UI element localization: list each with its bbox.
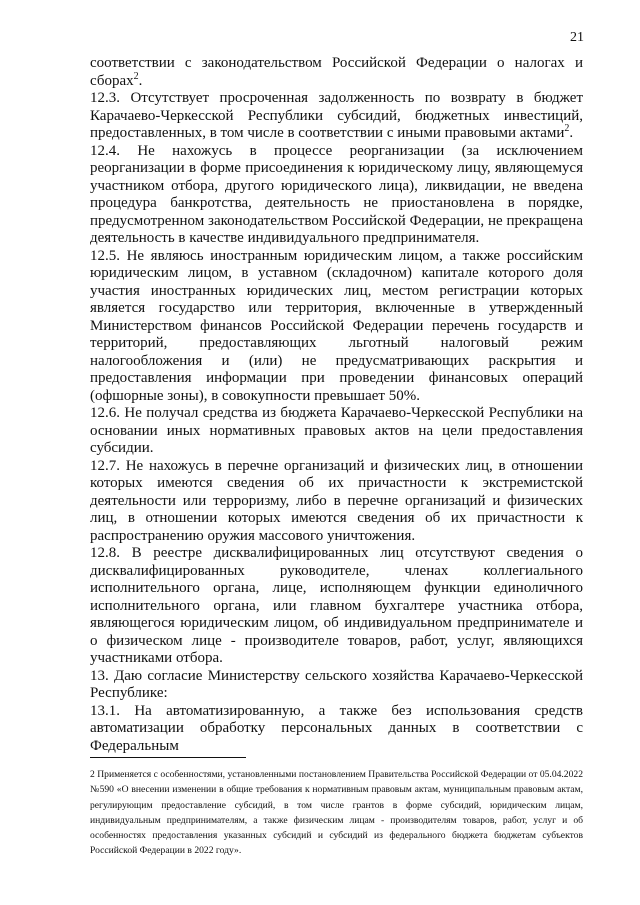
- paragraph-12-6: 12.6. Не получал средства из бюджета Карачаево-Черкесской Республики на основании иных нормативных правовых актов на цели предоставления субсидии.: [90, 405, 583, 456]
- footnote-text: 2 Применяется с особенностями, установленными постановлением Правительства Российской Федерации от 05.04.2022 №590 «О внесении изменении в общие требования к нормативным правовым актам, муниципальным правовым актам, регулирующим предоставление субсидий, в том числе грантов в форме субсидий, юридическим лицам, индивидуальным предпринимателям, а также физическим лицам - производителям товаров, работ, услуг и об особенностях предоставления указанных субсидий и субсидий из федерального бюджета бюджетам субъектов Российской Федерации в 2022 году».: [90, 769, 583, 857]
- paragraph-12-3: 12.3. Отсутствует просроченная задолженность по возврату в бюджет Карачаево-Черкесской Республики субсидий, бюджетных инвестиций, предоставленных, в том числе в соответствии с иными правовыми актами$^2$.: [90, 90, 583, 141]
- page-number: 21: [570, 30, 584, 45]
- paragraph-12-8: 12.8. В реестре дисквалифицированных лиц отсутствуют сведения о дисквалифицированных руководителе, членах коллегиального исполнительного органа, лице, исполняющем функции единоличного исполнительного органа, или главном бухгалтере участника отбора, являющегося юридическим лицом, об индивидуальном предпринимателе и о физическом лице - производителе товаров, работ, услуг, являющихся участниками отбора.: [90, 545, 583, 666]
- footnote-divider: [90, 757, 246, 758]
- paragraph-continuation: соответствии с законодательством Российской Федерации о налогах и сборах$^2$.: [90, 55, 583, 89]
- paragraph-13-1: 13.1. На автоматизированную, а также без использования средств автоматизации обработку персональных данных в соответствии с Федеральным: [90, 702, 583, 754]
- paragraph-12-7: 12.7. Не нахожусь в перечне организаций и физических лиц, в отношении которых имеются сведения об их причастности к экстремистской деятельности или терроризму, либо в перечне организаций и физических лиц, в отношении которых имеются сведения об их причастности к распространению оружия массового уничтожения.: [90, 457, 583, 544]
- paragraph-13: 13. Даю согласие Министерству сельского хозяйства Карачаево-Черкесской Республике:: [90, 667, 583, 701]
- footnote-ref: 2: [133, 70, 139, 82]
- footnote-ref: 2: [564, 123, 570, 134]
- paragraph-12-4: 12.4. Не нахожусь в процессе реорганизации (за исключением реорганизации в форме присоединения к юридическому лицу, являющемуся участником отбора, другого юридического лица), ликвидации, не введена процедура банкротства, деятельность не приостановлена в порядке, предусмотренном законодательством Российской Федерации, не прекращена деятельность в качестве индивидуального предпринимателя.: [90, 142, 583, 246]
- document-body: [90, 55, 583, 755]
- paragraph-12-5: 12.5. Не являюсь иностранным юридическим лицом, а также российским юридическим лицом, в уставном (складочном) капитале которого доля участия иностранных юридических лиц, местом регистрации которых является государство или территория, включенные в утвержденный Министерством финансов Российской Федерации перечень государств и территорий, предоставляющих льготный налоговый режим налогообложения и (или) не предусматривающих раскрытия и предоставления информации при проведении финансовых операций (офшорные зоны), в совокупности превышает 50%.: [90, 247, 583, 404]
